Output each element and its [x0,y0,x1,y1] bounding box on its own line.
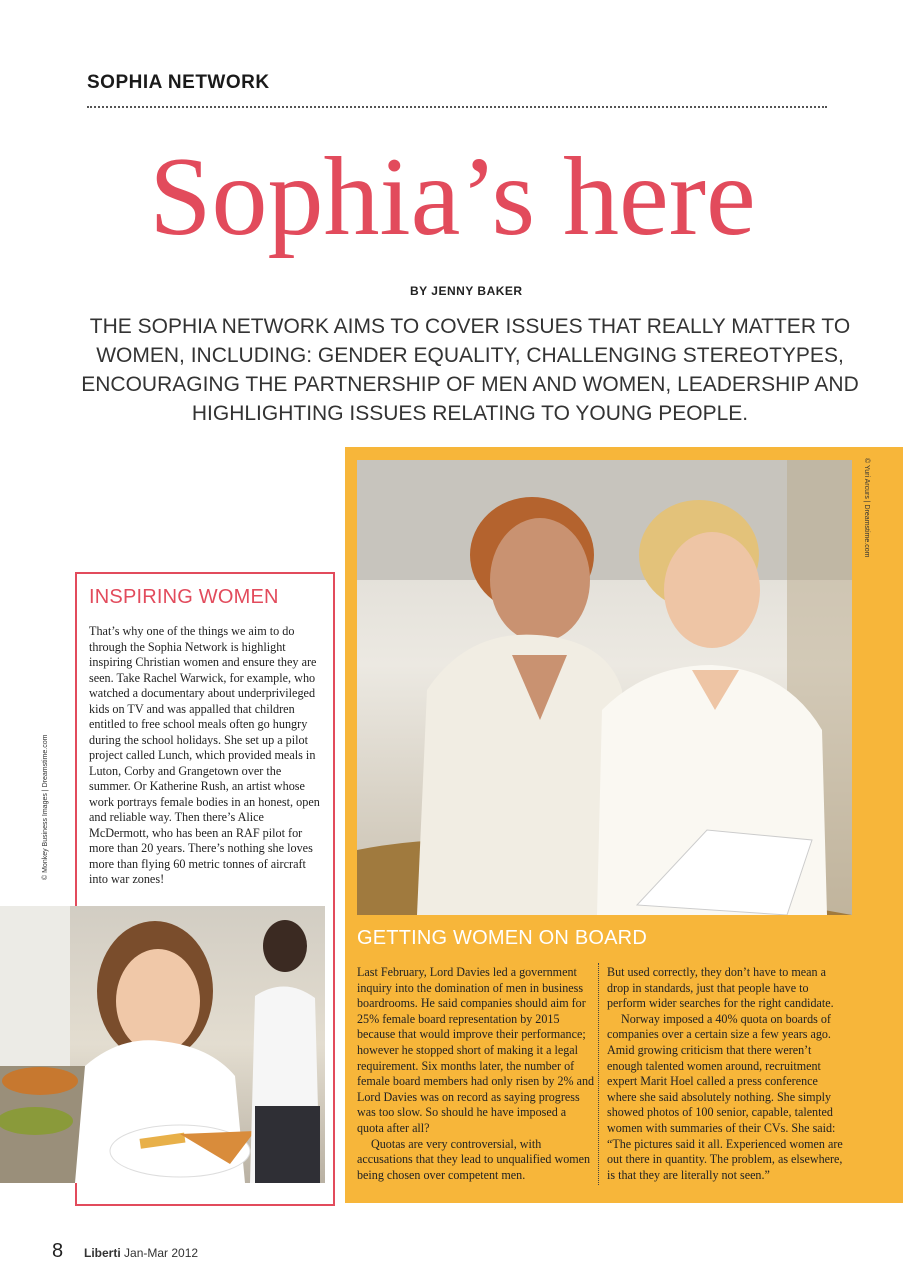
photo-school-lunch-illustration [0,906,325,1183]
feature-column-2 [607,965,845,1183]
footer-magazine [84,1246,198,1260]
dotted-rule [87,106,827,108]
feature-paragraph: Last February, Lord Davies led a government inquiry into the domination of men in business boardrooms. He said companies should aim for 25% female board representation by 2015 because that would improve their performance; however he stopped short of making it a legal requirement. Six months later, the number of female board members had only risen by 2% and Lord Davies was on record as saying progress was too slow. So should he have imposed a quota after all? [357,965,595,1135]
feature-heading: GETTING WOMEN ON BOARD [357,927,647,949]
sidebar-heading: INSPIRING WOMEN [89,586,279,608]
photo-two-women [357,460,852,915]
photo-two-women-illustration [357,460,852,915]
feature-paragraph: But used correctly, they don’t have to mean a drop in standards, just that people have to perform wider searches for the right candidate. [607,965,834,1011]
magazine-name: Liberti [84,1246,121,1260]
byline: BY JENNY BAKER [410,284,523,298]
photo-school-lunch [0,906,325,1183]
standfirst: THE SOPHIA NETWORK AIMS TO COVER ISSUES THAT REALLY MATTER TO WOMEN, INCLUDING: GENDER EQUALITY, CHALLENGING STEREOTYPES, ENCOURAGING THE PARTNERSHIP OF MEN AND WOMEN, LEADERSHIP AND HIGHLIGHTING ISSUES RELATING TO YOUNG PEOPLE. [81,315,859,425]
photo-credit-left: © Monkey Business Images | Dreamstime.com [42,734,49,880]
headline: Sophia’s here [149,135,756,259]
photo-credit-right: © Yuri Arcurs | Dreamstime.com [863,458,870,558]
page-number: 8 [52,1240,64,1262]
feature-column-1 [357,965,595,1183]
feature-paragraph: Norway imposed a 40% quota on boards of companies over a certain size a few years ago. Amid growing criticism that there weren’t enough talented women around, recruitment expert Marit Hoel called a press conference where she said absolutely nothing. She simply showed photos of 100 senior, capable, talented women with summaries of their CVs. She said: “The pictures said it all. Experienced women are out there in quantity. The problem, as elsewhere, is that they are literally not seen.” [607,1011,843,1182]
sidebar-body: That’s why one of the things we aim to do through the Sophia Network is highlight inspiring Christian women and ensure they are seen. Take Rachel Warwick, for example, who watched a documentary about underprivileged kids on TV and was appalled that children entitled to free school meals often go hungry during the school holidays. She set up a pilot project called Lunch, which provided meals in Luton, Corby and Grangetown over the summer. Or Katherine Rush, an artist whose work portrays female bodies in an honest, open and reliable way. Then there’s Alice McDermott, who has been an RAF pilot for more than 20 years. There’s nothing she loves more than flying 60 metric tonnes of aircraft into war zones! [89,624,320,886]
section-label: SOPHIA NETWORK [87,72,270,93]
issue-date: Jan-Mar 2012 [124,1246,199,1260]
column-divider [598,963,599,1185]
feature-paragraph: Quotas are very controversial, with accusations that they lead to unqualified women being chosen over competent men. [357,1136,591,1182]
